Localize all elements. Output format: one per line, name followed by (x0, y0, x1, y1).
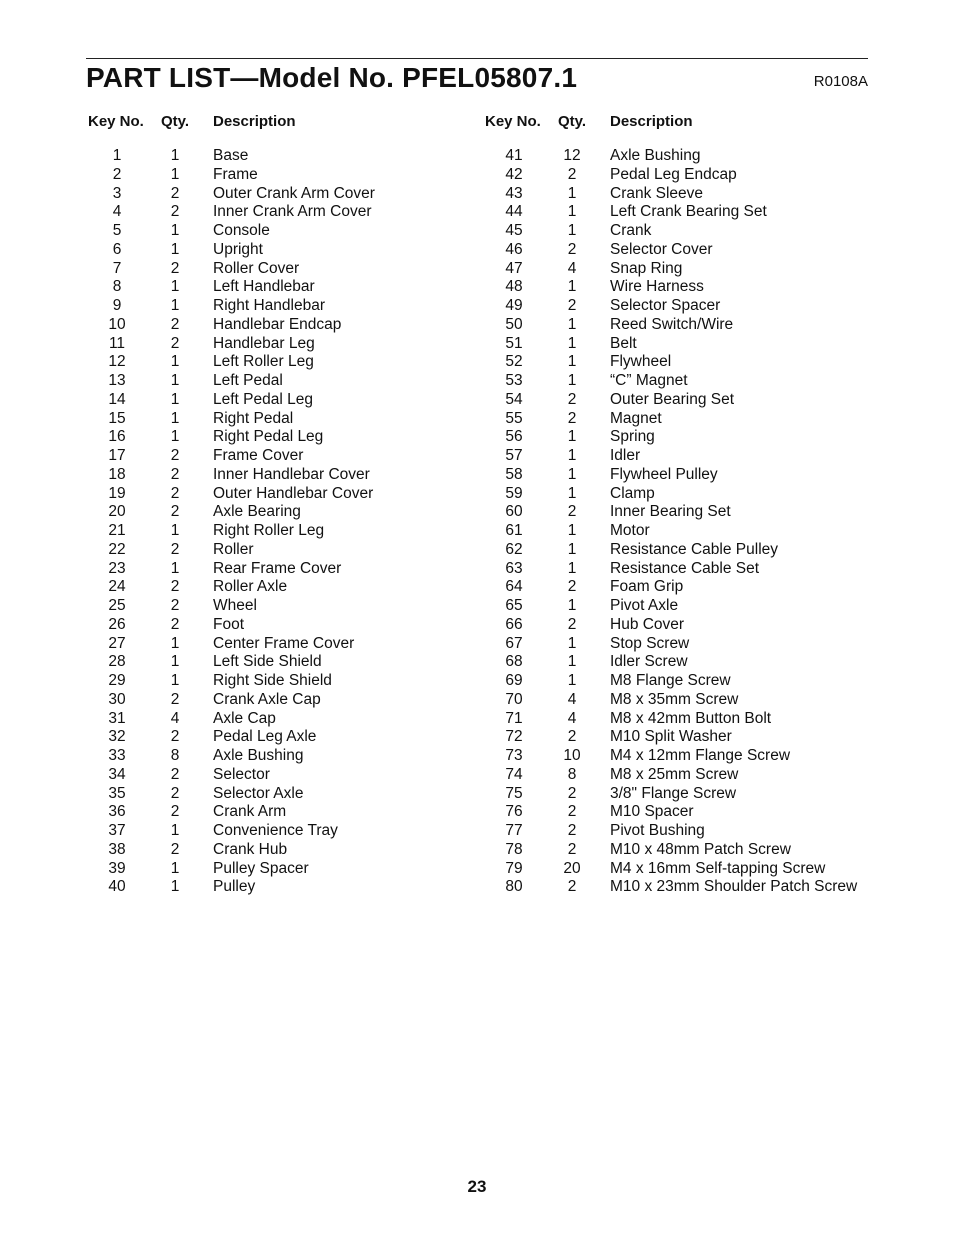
quantity: 1 (170, 672, 180, 689)
key-number: 52 (505, 353, 523, 371)
key-number: 22 (108, 540, 126, 558)
quantity: 2 (567, 728, 577, 746)
quantity: 2 (567, 878, 577, 896)
part-description: M8 x 35mm Screw (610, 690, 739, 708)
quantity: 1 (567, 428, 577, 446)
key-number: 47 (505, 259, 523, 277)
key-number: 7 (112, 259, 122, 277)
quantity: 2 (170, 184, 180, 202)
quantity: 2 (170, 484, 180, 502)
key-number: 33 (108, 747, 126, 764)
key-number: 55 (505, 409, 523, 427)
key-number: 78 (505, 840, 523, 858)
part-description: Flywheel Pulley (610, 465, 718, 483)
key-number: 18 (108, 465, 126, 483)
quantity: 1 (567, 597, 577, 614)
part-description: Motor (610, 522, 650, 539)
part-description: Pedal Leg Axle (213, 728, 317, 746)
quantity: 2 (170, 259, 180, 277)
part-description: Selector (213, 765, 270, 783)
part-description: Axle Cap (213, 709, 276, 727)
part-description: Selector Spacer (610, 297, 721, 314)
part-description: Left Handlebar (213, 278, 315, 296)
part-description: Pedal Leg Endcap (610, 165, 737, 183)
quantity: 1 (567, 672, 577, 689)
part-description: M10 x 23mm Shoulder Patch Screw (610, 878, 858, 896)
key-number: 19 (108, 484, 126, 502)
key-number: 24 (108, 578, 126, 596)
key-number: 56 (505, 428, 523, 446)
part-description: Pivot Bushing (610, 822, 705, 839)
part-description: Pivot Axle (610, 597, 679, 614)
quantity: 1 (170, 147, 180, 164)
quantity: 1 (170, 297, 180, 314)
key-number: 74 (505, 765, 523, 783)
part-description: Rear Frame Cover (213, 559, 342, 577)
key-number: 54 (505, 390, 523, 408)
key-number: 17 (108, 447, 126, 464)
quantity: 2 (170, 803, 180, 821)
quantity: 2 (567, 803, 577, 821)
part-description: Wire Harness (610, 278, 704, 296)
quantity: 2 (170, 597, 180, 614)
key-number: 1 (112, 147, 122, 164)
part-description: Crank Hub (213, 840, 288, 858)
quantity: 1 (170, 278, 180, 296)
part-description: Axle Bushing (213, 747, 304, 764)
quantity: 2 (567, 409, 577, 427)
quantity: 4 (567, 690, 577, 708)
key-number: 76 (505, 803, 523, 821)
part-description: Pulley Spacer (213, 859, 309, 877)
part-description: Right Side Shield (213, 672, 332, 689)
key-number: 61 (505, 522, 523, 539)
part-description: Foot (213, 615, 245, 633)
quantity: 1 (567, 203, 577, 221)
part-description: Axle Bushing (610, 147, 701, 164)
quantity: 1 (567, 447, 577, 464)
part-description: Upright (213, 240, 263, 258)
key-number: 50 (505, 315, 523, 333)
quantity: 1 (567, 315, 577, 333)
key-number: 2 (112, 165, 122, 183)
key-number: 69 (505, 672, 523, 689)
part-description: Resistance Cable Pulley (610, 540, 779, 558)
quantity: 12 (563, 147, 581, 164)
top-rule (86, 58, 868, 59)
quantity: 1 (567, 278, 577, 296)
quantity: 1 (567, 484, 577, 502)
right-qty-header: Qty. (558, 113, 587, 130)
quantity: 2 (170, 578, 180, 596)
key-number: 8 (112, 278, 122, 296)
quantity: 2 (567, 165, 577, 183)
right-description-header: Description (610, 113, 693, 130)
left-qty-header: Qty. (161, 113, 190, 130)
part-description: Left Roller Leg (213, 353, 314, 371)
part-description: Wheel (213, 597, 257, 614)
key-number: 62 (505, 540, 523, 558)
part-description: Inner Handlebar Cover (213, 465, 370, 483)
key-number: 43 (505, 184, 523, 202)
key-number: 28 (108, 653, 126, 671)
quantity: 1 (567, 522, 577, 539)
key-number: 25 (108, 597, 126, 614)
quantity: 4 (170, 709, 180, 727)
key-number: 65 (505, 597, 523, 614)
left-description-header: Description (213, 113, 296, 130)
quantity: 8 (170, 747, 180, 764)
part-description: Flywheel (610, 353, 672, 371)
key-number: 80 (505, 878, 523, 896)
key-number: 13 (108, 372, 126, 389)
key-number: 44 (505, 203, 523, 221)
quantity: 1 (170, 240, 180, 258)
key-number: 59 (505, 484, 523, 502)
quantity: 2 (170, 840, 180, 858)
key-number: 68 (505, 653, 523, 671)
key-number: 15 (108, 409, 126, 427)
page-number: 23 (467, 1177, 487, 1196)
part-description: M10 Split Washer (610, 728, 732, 746)
part-description: Snap Ring (610, 259, 683, 277)
key-number: 29 (108, 672, 126, 689)
part-description: Frame Cover (213, 447, 304, 464)
quantity: 1 (170, 428, 180, 446)
key-number: 46 (505, 240, 523, 258)
part-description: Magnet (610, 409, 662, 427)
part-description: M10 x 48mm Patch Screw (610, 840, 791, 858)
part-description: Resistance Cable Set (610, 559, 760, 577)
quantity: 2 (170, 540, 180, 558)
quantity: 2 (170, 203, 180, 221)
key-number: 14 (108, 390, 126, 408)
key-number: 26 (108, 615, 126, 633)
key-number: 77 (505, 822, 523, 839)
key-number: 70 (505, 690, 523, 708)
key-number: 51 (505, 334, 523, 352)
quantity: 1 (567, 653, 577, 671)
key-number: 3 (112, 184, 122, 202)
part-description: Roller (213, 540, 254, 558)
quantity: 1 (170, 822, 180, 839)
part-description: Selector Axle (213, 784, 304, 802)
quantity: 2 (170, 690, 180, 708)
key-number: 36 (108, 803, 126, 821)
key-number: 45 (505, 222, 523, 239)
key-number: 57 (505, 447, 523, 464)
quantity: 10 (563, 747, 581, 764)
part-description: Spring (610, 428, 655, 446)
key-number: 12 (108, 353, 126, 371)
part-description: Handlebar Endcap (213, 315, 342, 333)
key-number: 16 (108, 428, 126, 446)
key-number: 64 (505, 578, 523, 596)
part-description: M4 x 12mm Flange Screw (610, 747, 791, 764)
part-description: Roller Axle (213, 578, 288, 596)
key-number: 27 (108, 634, 126, 652)
part-description: Foam Grip (610, 578, 684, 596)
quantity: 1 (170, 165, 180, 183)
part-description: Inner Crank Arm Cover (213, 203, 372, 221)
part-description: Axle Bearing (213, 503, 301, 521)
quantity: 1 (567, 540, 577, 558)
quantity: 2 (170, 447, 180, 464)
part-description: Outer Handlebar Cover (213, 484, 374, 502)
key-number: 60 (505, 503, 523, 521)
part-description: Stop Screw (610, 634, 690, 652)
key-number: 32 (108, 728, 126, 746)
key-number: 63 (505, 559, 523, 577)
quantity: 2 (567, 240, 577, 258)
key-number: 73 (505, 747, 523, 764)
quantity: 1 (170, 559, 180, 577)
part-description: M8 x 42mm Button Bolt (610, 709, 772, 727)
quantity: 1 (170, 653, 180, 671)
quantity: 1 (170, 409, 180, 427)
key-number: 71 (505, 709, 523, 727)
part-description: Crank Arm (213, 803, 287, 821)
key-number: 9 (112, 297, 122, 314)
quantity: 1 (170, 634, 180, 652)
part-description: Handlebar Leg (213, 334, 315, 352)
quantity: 1 (170, 522, 180, 539)
key-number: 39 (108, 859, 126, 877)
part-description: “C” Magnet (610, 372, 688, 389)
key-number: 66 (505, 615, 523, 633)
part-description: Belt (610, 334, 637, 352)
quantity: 1 (567, 559, 577, 577)
part-description: Pulley (213, 878, 256, 896)
part-description: Convenience Tray (213, 822, 338, 839)
key-number: 4 (112, 203, 122, 221)
key-number: 49 (505, 297, 523, 314)
part-description: Left Side Shield (213, 653, 322, 671)
part-description: Reed Switch/Wire (610, 315, 734, 333)
key-number: 41 (505, 147, 523, 164)
quantity: 8 (567, 765, 577, 783)
part-description: Selector Cover (610, 240, 713, 258)
quantity: 2 (567, 615, 577, 633)
part-description: Right Pedal (213, 409, 294, 427)
part-description: M10 Spacer (610, 803, 694, 821)
key-number: 34 (108, 765, 126, 783)
quantity: 2 (170, 465, 180, 483)
key-number: 31 (108, 709, 126, 727)
part-description: Idler (610, 447, 641, 464)
quantity: 4 (567, 259, 577, 277)
part-description: Frame (213, 165, 258, 183)
part-description: Base (213, 147, 249, 164)
key-number: 53 (505, 372, 523, 389)
quantity: 20 (563, 859, 581, 877)
key-number: 38 (108, 840, 126, 858)
part-description: 3/8" Flange Screw (610, 784, 737, 802)
quantity: 2 (170, 728, 180, 746)
part-description: Crank Sleeve (610, 184, 704, 202)
part-description: Right Pedal Leg (213, 428, 324, 446)
key-number: 11 (108, 334, 126, 352)
part-description: Crank Axle Cap (213, 690, 321, 708)
key-number: 75 (505, 784, 523, 802)
quantity: 1 (170, 353, 180, 371)
part-description: Hub Cover (610, 615, 685, 633)
page-title: PART LIST—Model No. PFEL05807.1 (86, 62, 578, 93)
key-number: 20 (108, 503, 126, 521)
quantity: 2 (567, 390, 577, 408)
quantity: 2 (567, 822, 577, 839)
key-number: 42 (505, 165, 523, 183)
quantity: 2 (567, 578, 577, 596)
key-number: 48 (505, 278, 523, 296)
quantity: 4 (567, 709, 577, 727)
quantity: 1 (567, 334, 577, 352)
part-description: Outer Crank Arm Cover (213, 184, 375, 202)
key-number: 58 (505, 465, 523, 483)
quantity: 2 (567, 840, 577, 858)
right-key-header: Key No. (485, 113, 541, 130)
key-number: 79 (505, 859, 523, 877)
quantity: 1 (170, 390, 180, 408)
key-number: 35 (108, 784, 126, 802)
key-number: 10 (108, 315, 126, 333)
part-description: M4 x 16mm Self-tapping Screw (610, 859, 826, 877)
part-description: Console (213, 222, 270, 239)
key-number: 37 (108, 822, 126, 839)
part-description: M8 Flange Screw (610, 672, 731, 689)
quantity: 2 (170, 503, 180, 521)
quantity: 1 (567, 465, 577, 483)
part-description: Left Pedal Leg (213, 390, 313, 408)
left-key-header: Key No. (88, 113, 144, 130)
part-description: Outer Bearing Set (610, 390, 735, 408)
revision-code: R0108A (813, 73, 868, 90)
part-description: Center Frame Cover (213, 634, 355, 652)
quantity: 2 (170, 334, 180, 352)
key-number: 6 (112, 240, 122, 258)
key-number: 21 (108, 522, 126, 539)
quantity: 1 (567, 353, 577, 371)
part-description: Left Crank Bearing Set (610, 203, 767, 221)
key-number: 40 (108, 878, 126, 896)
quantity: 2 (170, 615, 180, 633)
quantity: 2 (170, 315, 180, 333)
key-number: 5 (112, 222, 122, 239)
quantity: 1 (170, 222, 180, 239)
quantity: 1 (567, 222, 577, 239)
quantity: 2 (567, 503, 577, 521)
part-description: Left Pedal (213, 372, 283, 389)
part-description: Inner Bearing Set (610, 503, 731, 521)
part-description: M8 x 25mm Screw (610, 765, 739, 783)
quantity: 2 (567, 297, 577, 314)
quantity: 1 (567, 184, 577, 202)
quantity: 1 (567, 372, 577, 389)
part-description: Idler Screw (610, 653, 688, 671)
part-description: Right Handlebar (213, 297, 326, 314)
quantity: 2 (170, 784, 180, 802)
quantity: 1 (567, 634, 577, 652)
part-description: Crank (610, 222, 652, 239)
key-number: 23 (108, 559, 126, 577)
quantity: 2 (567, 784, 577, 802)
part-description: Clamp (610, 484, 655, 502)
key-number: 72 (505, 728, 523, 746)
quantity: 1 (170, 878, 180, 896)
part-description: Right Roller Leg (213, 522, 325, 539)
quantity: 1 (170, 372, 180, 389)
quantity: 1 (170, 859, 180, 877)
quantity: 2 (170, 765, 180, 783)
part-description: Roller Cover (213, 259, 300, 277)
key-number: 67 (505, 634, 523, 652)
key-number: 30 (108, 690, 126, 708)
